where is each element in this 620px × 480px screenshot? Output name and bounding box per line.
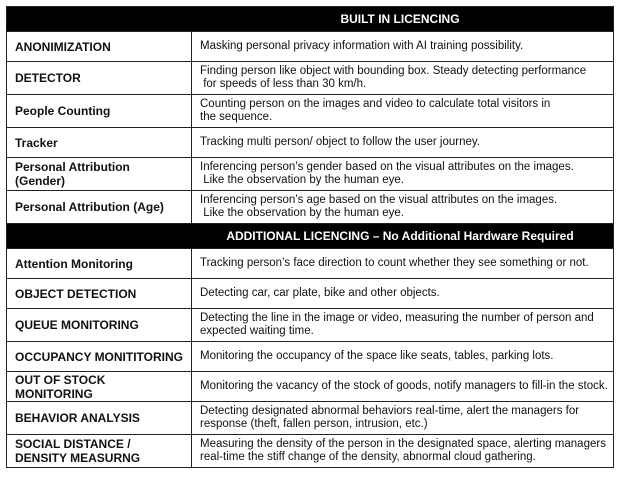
feature-description	[192, 279, 614, 309]
feature-name	[7, 158, 192, 191]
feature-name-line: Tracker	[15, 135, 58, 150]
feature-description-line: Counting person on the images and video to calculate total visitors in	[200, 98, 551, 110]
feature-description	[192, 95, 614, 128]
feature-description-line: Like the observation by the human eye.	[200, 207, 404, 219]
feature-description	[192, 342, 614, 372]
section-header-row	[7, 224, 614, 249]
table-row	[7, 158, 614, 191]
feature-description-line: Measuring the density of the person in the designated space, alerting managers	[200, 438, 606, 450]
feature-description-line: Inferencing person’s age based on the visual attributes on the images.	[200, 194, 558, 206]
table-row	[7, 249, 614, 279]
feature-name-line: DENSITY MEASURNG	[15, 451, 141, 465]
table-row	[7, 32, 614, 62]
feature-description-line: expected waiting time.	[200, 325, 314, 337]
table-row	[7, 342, 614, 372]
feature-description-line: Detecting designated abnormal behaviors real-time, alert the managers for	[200, 405, 580, 417]
feature-name-line: SOCIAL DISTANCE /	[15, 437, 131, 451]
table-row	[7, 435, 614, 468]
section-header-text: BUILT IN LICENCING	[340, 12, 460, 26]
feature-name	[7, 309, 192, 342]
feature-name-line: QUEUE MONITORING	[15, 318, 139, 332]
feature-description-line: response (theft, fallen person, intrusion, etc.)	[200, 418, 428, 430]
feature-description	[192, 158, 614, 191]
feature-description-line: real-time the stiff change of the density, abnormal cloud gathering.	[200, 451, 536, 463]
feature-name-line: OUT OF STOCK MONITORING	[15, 372, 106, 401]
feature-description-line: Detecting the line in the image or video, measuring the number of person and	[200, 312, 594, 324]
feature-name-line: Personal Attribution (Gender)	[15, 160, 130, 188]
feature-description	[192, 309, 614, 342]
feature-description-line: Tracking person’s face direction to count whether they see something or not.	[200, 257, 589, 269]
feature-name-line: Personal Attribution (Age)	[15, 200, 164, 214]
feature-description	[192, 402, 614, 435]
feature-name	[7, 32, 192, 62]
feature-description-line: Finding person like object with bounding box. Steady detecting performance	[200, 65, 587, 77]
feature-name	[7, 191, 192, 224]
feature-name	[7, 128, 192, 158]
feature-description-line: Inferencing person’s gender based on the visual attributes on the images.	[200, 161, 574, 173]
feature-description-line: Masking personal privacy information with AI training possibility.	[200, 40, 524, 52]
feature-description	[192, 249, 614, 279]
section-header	[7, 7, 614, 32]
table-row	[7, 309, 614, 342]
table-row	[7, 62, 614, 95]
feature-description	[192, 32, 614, 62]
section-header	[7, 224, 614, 249]
feature-description-line: Tracking multi person/ object to follow the user journey.	[200, 136, 480, 148]
licence-table	[6, 6, 614, 468]
feature-name-line: Attention Monitoring	[15, 256, 133, 271]
table-row	[7, 279, 614, 309]
feature-description-line: Detecting car, car plate, bike and other objects.	[200, 287, 440, 299]
feature-name	[7, 62, 192, 95]
feature-name-line: OBJECT DETECTION	[15, 286, 137, 301]
feature-description-line: Monitoring the occupancy of the space like seats, tables, parking lots.	[200, 350, 554, 362]
feature-description	[192, 435, 614, 468]
feature-name-line: People Counting	[15, 104, 111, 118]
feature-description-line: for speeds of less than 30 km/h.	[200, 78, 367, 90]
feature-description	[192, 372, 614, 402]
feature-name	[7, 249, 192, 279]
table-row	[7, 128, 614, 158]
feature-description-line: Like the observation by the human eye.	[200, 174, 404, 186]
feature-description	[192, 128, 614, 158]
table-row	[7, 95, 614, 128]
feature-name-line: DETECTOR	[15, 71, 81, 85]
feature-name	[7, 95, 192, 128]
feature-description-line: Monitoring the vacancy of the stock of goods, notify managers to fill-in the stock.	[200, 380, 608, 392]
feature-name-line: BEHAVIOR ANALYSIS	[15, 411, 140, 425]
section-header-text: ADDITIONAL LICENCING – No Additional Hardware Required	[226, 229, 574, 243]
feature-description	[192, 62, 614, 95]
feature-name	[7, 342, 192, 372]
feature-name-line: OCCUPANCY MONITITORING	[15, 349, 184, 364]
table-row	[7, 191, 614, 224]
table-row	[7, 402, 614, 435]
feature-description	[192, 191, 614, 224]
feature-name	[7, 435, 192, 468]
section-header-row	[7, 7, 614, 32]
feature-name	[7, 402, 192, 435]
feature-name	[7, 372, 192, 402]
feature-description-line: the sequence.	[200, 111, 273, 123]
feature-name	[7, 279, 192, 309]
feature-name-line: ANONIMIZATION	[15, 39, 111, 54]
table-row	[7, 372, 614, 402]
